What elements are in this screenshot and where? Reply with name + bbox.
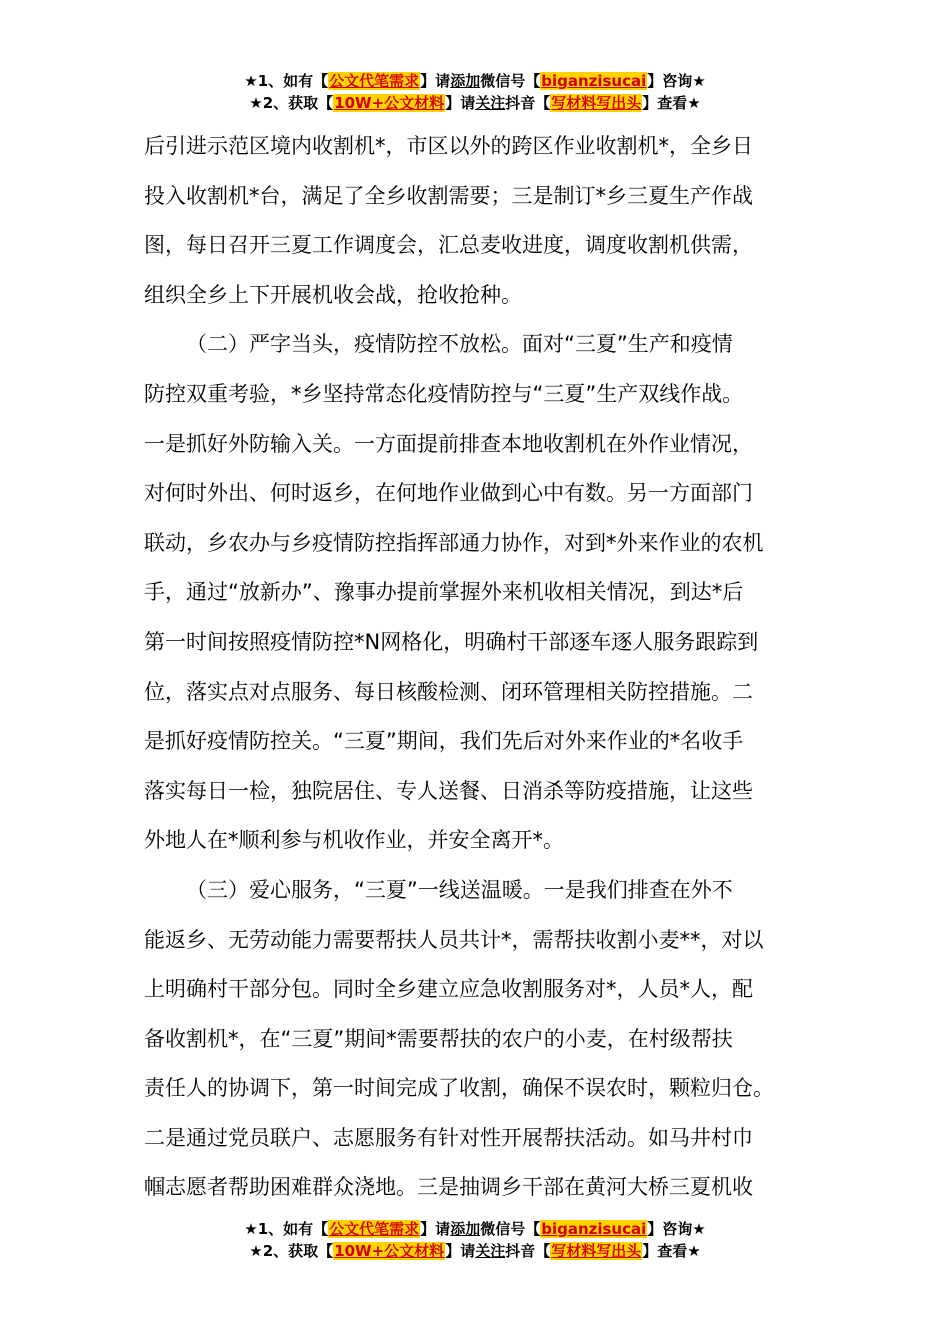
text-line: 投入收割机*台，满足了全乡收割需要；三是制订*乡三夏生产作战 (144, 183, 753, 208)
header-line-1-emphasis: 添加 (450, 72, 481, 90)
wechat-id-highlight: biganzisucai (541, 72, 647, 90)
text-line: 帼志愿者帮助困难群众浇地。三是抽调乡干部在黄河大桥三夏机收 (144, 1175, 753, 1200)
header-line-2-middle-2: 抖音【 (505, 94, 551, 112)
header-line-2-middle: 】请 (445, 94, 476, 112)
footer-line-2-emphasis: 关注 (475, 1242, 506, 1260)
footer-line-1-prefix: ★1、如有【 (244, 1220, 329, 1238)
header-line-1-prefix: ★1、如有【 (244, 72, 329, 90)
paragraph-2 (144, 320, 824, 866)
text-line: 手，通过“放新办”、豫事办提前掌握外来机收相关情况，到达*后 (144, 580, 744, 605)
text-line: 组织全乡上下开展机收会战，抢收抢种。 (144, 282, 522, 307)
header-line-2-prefix: ★2、获取【 (249, 94, 334, 112)
footer-line-2-suffix: 】查看★ (642, 1242, 701, 1260)
text-line: 防控双重考验，*乡坚持常态化疫情防控与“三夏”生产双线作战。 (144, 381, 744, 406)
footer-banner (0, 1218, 950, 1262)
text-line: 落实每日一检，独院居住、专人送餐、日消杀等防疫措施，让这些 (144, 778, 753, 803)
text-line: 能返乡、无劳动能力需要帮扶人员共计*，需帮扶收割小麦**，对以 (144, 927, 764, 952)
header-line-1-middle-2: 微信号【 (480, 72, 541, 90)
header-line-2-emphasis: 关注 (475, 94, 506, 112)
footer-line-1 (0, 1218, 950, 1240)
wechat-id-highlight: biganzisucai (541, 1220, 647, 1238)
footer-line-2-prefix: ★2、获取【 (249, 1242, 334, 1260)
footer-line-2-middle: 】请 (445, 1242, 476, 1260)
document-body (144, 122, 824, 1213)
footer-line-1-emphasis: 添加 (450, 1220, 481, 1238)
text-line: 外地人在*顺利参与机收作业，并安全离开*。 (144, 828, 564, 853)
header-banner (0, 70, 950, 114)
text-line: 对何时外出、何时返乡，在何地作业做到心中有数。另一方面部门 (144, 481, 753, 506)
paragraph-3 (144, 866, 824, 1213)
footer-line-1-suffix: 】咨询★ (647, 1220, 706, 1238)
header-line-1-middle: 】请 (420, 72, 451, 90)
text-line: 责任人的协调下，第一时间完成了收割，确保不误农时，颗粒归仓。 (144, 1076, 774, 1101)
text-line: （三）爱心服务，“三夏”一线送温暖。一是我们排查在外不 (186, 877, 733, 902)
text-line: 后引进示范区境内收割机*，市区以外的跨区作业收割机*，全乡日 (144, 134, 753, 158)
text-line: 上明确村干部分包。同时全乡建立应急收割服务对*，人员*人，配 (144, 977, 753, 1002)
text-line: 联动，乡农办与乡疫情防控指挥部通力协作，对到*外来作业的农机 (144, 530, 764, 555)
text-line: 是抓好疫情防控关。“三夏”期间，我们先后对外来作业的*名收手 (144, 729, 744, 754)
text-line: 一是抓好外防输入关。一方面提前排查本地收割机在外作业情况， (144, 431, 753, 456)
douyin-account-highlight: 写材料写出头 (551, 94, 642, 112)
materials-highlight: 10W+公文材料 (334, 1242, 445, 1260)
douyin-account-highlight: 写材料写出头 (551, 1242, 642, 1260)
text-line: 第一时间按照疫情防控*N网格化，明确村干部逐车逐人服务跟踪到 (144, 629, 759, 654)
text-line: 二是通过党员联户、志愿服务有针对性开展帮扶活动。如马井村巾 (144, 1125, 753, 1150)
materials-highlight: 10W+公文材料 (334, 94, 445, 112)
text-line: （二）严字当头，疫情防控不放松。面对“三夏”生产和疫情 (186, 332, 733, 357)
header-line-2 (0, 92, 950, 114)
text-line: 图，每日召开三夏工作调度会，汇总麦收进度，调度收割机供需， (144, 233, 753, 258)
service-highlight: 公文代笔需求 (329, 1220, 420, 1238)
footer-line-2 (0, 1240, 950, 1262)
footer-line-1-middle-2: 微信号【 (480, 1220, 541, 1238)
text-line: 备收割机*，在“三夏”期间*需要帮扶的农户的小麦，在村级帮扶 (144, 1026, 733, 1051)
header-line-1 (0, 70, 950, 92)
header-line-1-suffix: 】咨询★ (647, 72, 706, 90)
header-line-2-suffix: 】查看★ (642, 94, 701, 112)
service-highlight: 公文代笔需求 (329, 72, 420, 90)
text-line: 位，落实点对点服务、每日核酸检测、闭环管理相关防控措施。二 (144, 679, 753, 704)
footer-line-1-middle: 】请 (420, 1220, 451, 1238)
paragraph-1 (144, 122, 824, 320)
footer-line-2-middle-2: 抖音【 (505, 1242, 551, 1260)
